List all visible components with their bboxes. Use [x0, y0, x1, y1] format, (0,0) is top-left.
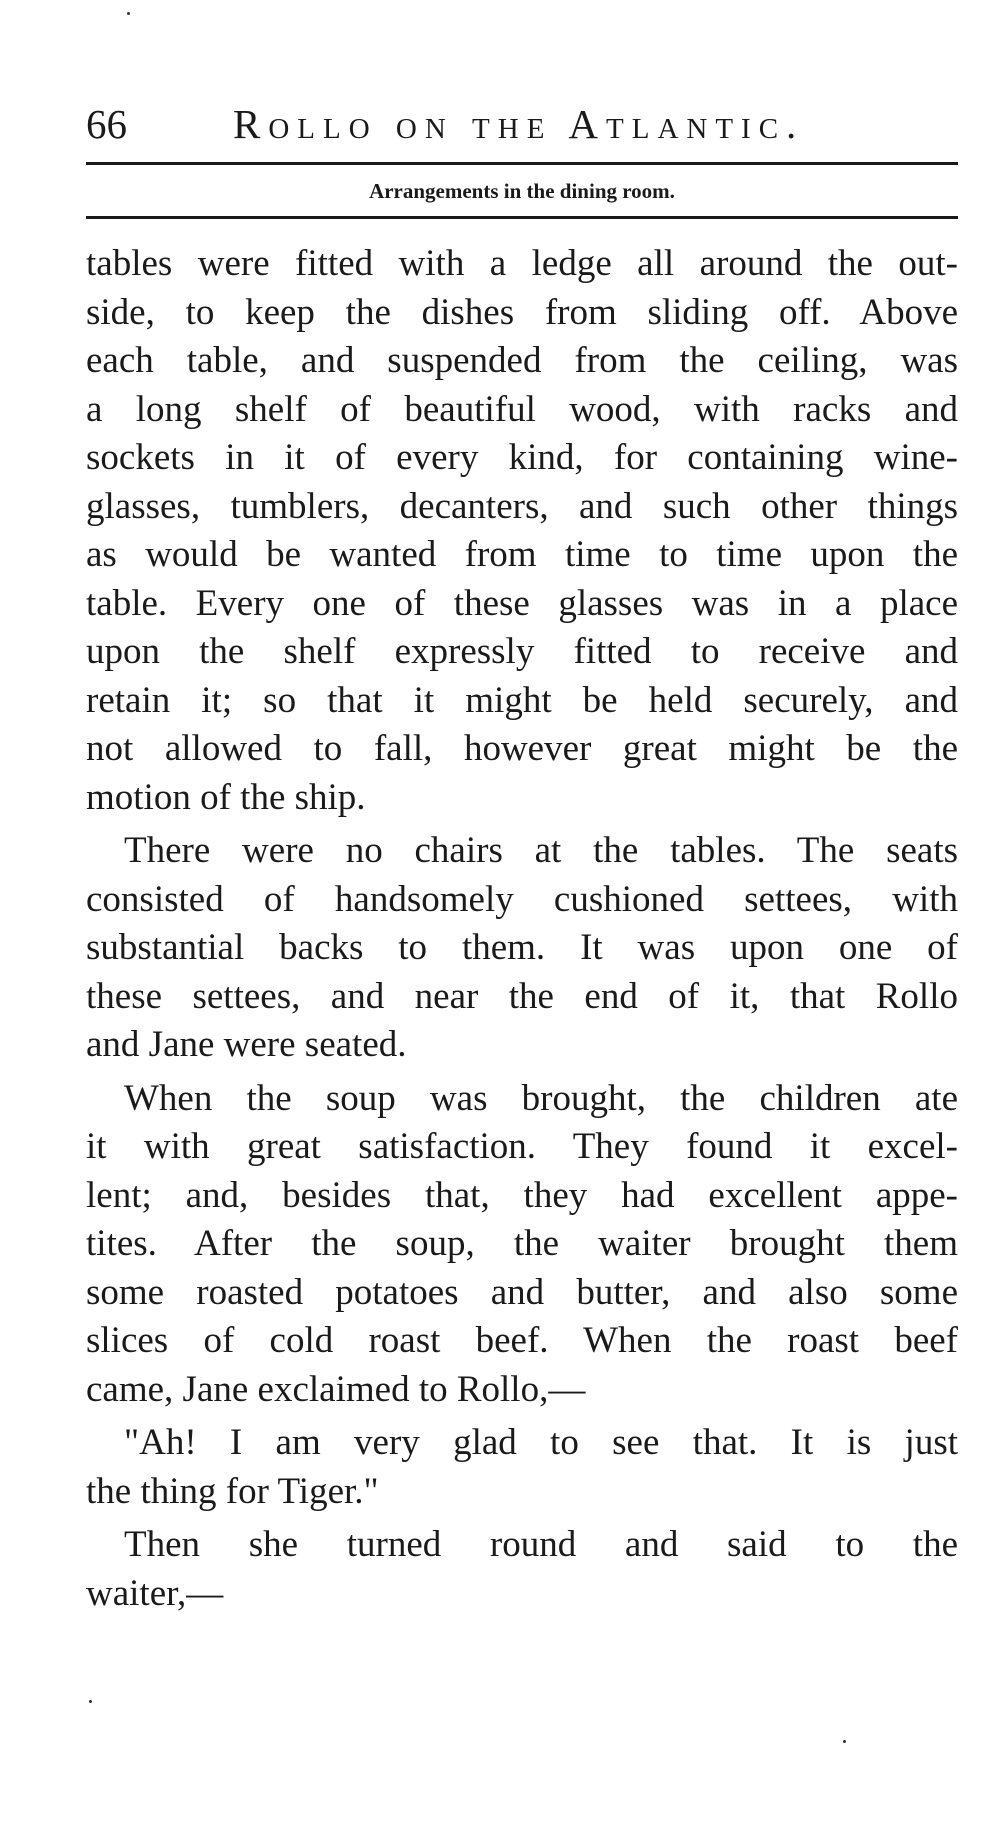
text-line: it with great satisfaction. They found it excel-: [86, 1126, 958, 1167]
text-line: slices of cold roast beef. When the roast beef: [86, 1320, 958, 1361]
text-line: sockets in it of every kind, for containing wine-: [86, 437, 958, 478]
ink-speck: [89, 1700, 92, 1703]
text-line: these settees, and near the end of it, that Rollo: [86, 975, 958, 1017]
book-title: Rollo on the Atlantic.: [233, 101, 805, 147]
text-line: consisted of handsomely cushioned settees, with: [86, 878, 958, 920]
text-line: and Jane were seated.: [86, 1024, 407, 1065]
ink-speck: [127, 12, 130, 15]
text-line: There were no chairs at the tables. The seats: [124, 830, 958, 871]
text-line: the thing for Tiger.": [86, 1470, 379, 1512]
text-line: not allowed to fall, however great might be the: [86, 728, 958, 769]
text-line: side, to keep the dishes from sliding off. Above: [86, 291, 958, 333]
text-line: upon the shelf expressly fitted to receive and: [86, 631, 958, 672]
text-line: lent; and, besides that, they had excellent appe-: [86, 1174, 958, 1216]
header-rule-bottom: [86, 216, 958, 219]
running-head: [86, 96, 956, 152]
text-line: tables were fitted with a ledge all around the out-: [86, 243, 958, 284]
text-line: "Ah! I am very glad to see that. It is just: [124, 1422, 958, 1463]
text-line: motion of the ship.: [86, 776, 366, 818]
text-line: waiter,—: [86, 1572, 224, 1614]
paragraph-3: [86, 1075, 958, 1415]
text-line: When the soup was brought, the children ate: [124, 1077, 958, 1119]
text-line: as would be wanted from time to time upon the: [86, 534, 958, 575]
section-caption: Arrangements in the dining room.: [369, 179, 675, 203]
text-line: tites. After the soup, the waiter brought them: [86, 1223, 958, 1264]
paragraph-5: [86, 1521, 958, 1618]
text-line: some roasted potatoes and butter, and also some: [86, 1271, 958, 1313]
text-line: retain it; so that it might be held securely, and: [86, 679, 958, 721]
text-line: a long shelf of beautiful wood, with racks and: [86, 388, 958, 430]
text-line: each table, and suspended from the ceiling, was: [86, 340, 958, 381]
text-line: substantial backs to them. It was upon one of: [86, 927, 958, 968]
text-line: table. Every one of these glasses was in a place: [86, 582, 958, 624]
paragraph-2: [86, 827, 958, 1070]
text-line: came, Jane exclaimed to Rollo,—: [86, 1368, 586, 1410]
paragraph-4: [86, 1419, 958, 1516]
text-line: Then she turned round and said to the: [124, 1524, 958, 1565]
paragraph-1: [86, 240, 958, 822]
ink-speck: [843, 1740, 846, 1743]
text-line: glasses, tumblers, decanters, and such other things: [86, 485, 958, 527]
header-rule-top: [86, 162, 958, 165]
page-number: 66: [86, 101, 127, 147]
body-text: [86, 240, 958, 1618]
